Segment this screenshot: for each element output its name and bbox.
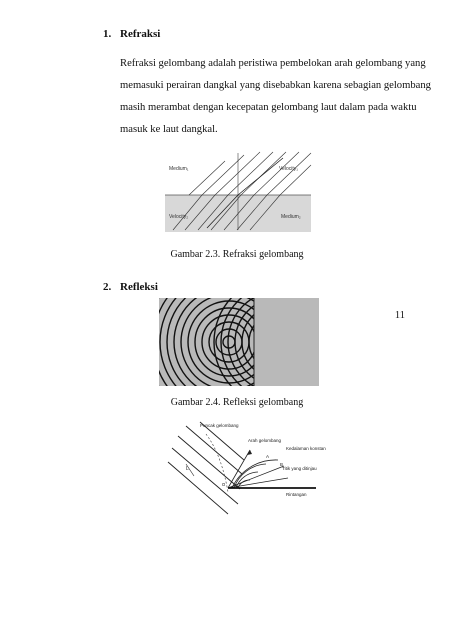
figure-1-caption: Gambar 2.3. Refraksi gelombang — [170, 249, 304, 260]
figure-2-caption: Gambar 2.4. Refleksi gelombang — [170, 397, 304, 408]
velocity-2-label: Velocity₂ — [169, 214, 189, 220]
velocity-1-label: Velocity₁ — [279, 166, 298, 172]
paragraph-line: masuk ke laut dangkal. — [120, 124, 218, 135]
reflection-figure — [159, 298, 319, 386]
refraction-figure — [165, 150, 311, 232]
section-1-title: Refraksi — [120, 28, 161, 40]
point-b-label: B — [280, 462, 284, 467]
paragraph-line: Refraksi gelombang adalah peristiwa pembelokan arah gelombang yang — [120, 58, 426, 69]
medium-2-label: Medium₂ — [281, 214, 301, 220]
wavelength-label: L — [186, 466, 189, 472]
refraction-paragraph — [120, 53, 431, 141]
depth-label: Kedalaman konstan — [286, 446, 326, 451]
direction-label: Arah gelombang — [248, 438, 282, 443]
section-1-number: 1. — [103, 28, 112, 40]
point-a-label: A — [266, 454, 270, 459]
obstacle-label: Rintangan — [286, 492, 307, 497]
point-label: Titik yang ditinjau — [282, 466, 317, 471]
page-number: 11 — [394, 310, 405, 321]
reflection-obstacle-figure — [166, 420, 326, 516]
paragraph-line: memasuki perairan dangkal yang disebabkan karena sebagian gelombang — [120, 80, 431, 91]
medium-1-label: Medium₁ — [169, 166, 189, 172]
crest-label: Puncak gelombang — [200, 423, 239, 428]
section-2-title: Refleksi — [120, 281, 158, 293]
paragraph-line: masih merambat dengan kecepatan gelombang laut dalam pada waktu — [120, 102, 417, 113]
section-2-number: 2. — [103, 281, 112, 293]
alpha-label: α — [222, 482, 225, 488]
